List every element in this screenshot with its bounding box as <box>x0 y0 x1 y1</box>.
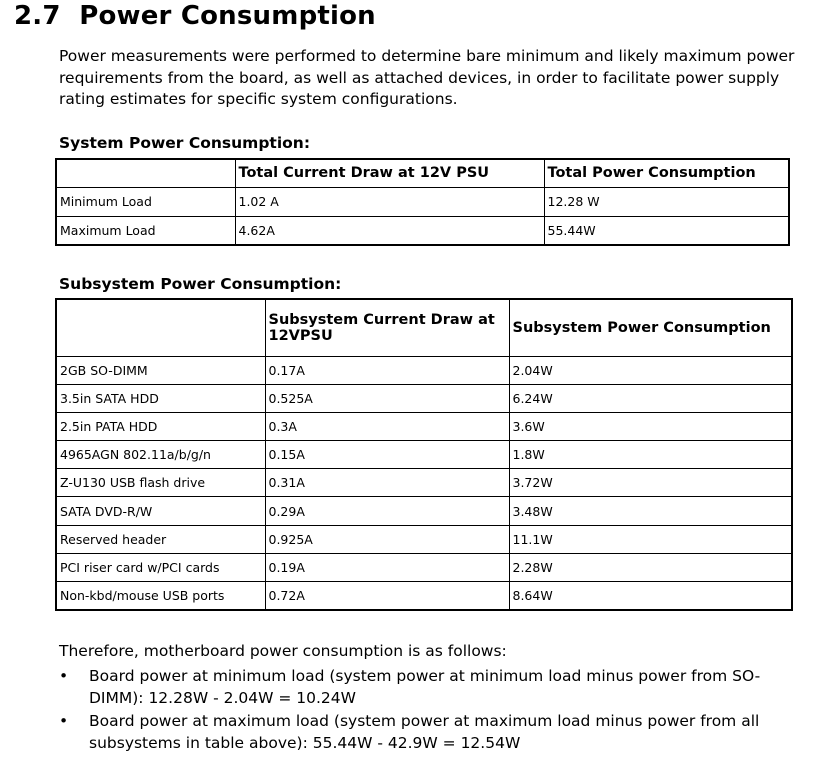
power-value: 12.28 W <box>544 187 789 216</box>
header-cell-blank <box>56 159 235 187</box>
table-row <box>56 525 792 553</box>
subsystem-table-title: Subsystem Power Consumption: <box>59 275 342 293</box>
conclusion-text: Therefore, motherboard power consumption is as follows: <box>59 642 507 660</box>
power-value: 3.72W <box>509 469 792 497</box>
section-number: 2.7 <box>14 1 61 31</box>
current-value: 1.02 A <box>235 187 544 216</box>
current-value: 0.925A <box>265 525 509 553</box>
table-row <box>56 469 792 497</box>
table-row <box>56 582 792 610</box>
list-item <box>59 710 799 754</box>
table-row <box>56 441 792 469</box>
table-row <box>56 412 792 440</box>
header-current-draw: Subsystem Current Draw at 12VPSU <box>265 299 509 356</box>
row-label: Reserved header <box>56 525 265 553</box>
current-value: 0.19A <box>265 553 509 581</box>
system-table-title: System Power Consumption: <box>59 134 311 152</box>
current-value: 0.15A <box>265 441 509 469</box>
header-power-consumption: Total Power Consumption <box>544 159 789 187</box>
table-row <box>56 553 792 581</box>
current-value: 0.72A <box>265 582 509 610</box>
row-label: Z-U130 USB flash drive <box>56 469 265 497</box>
table-header-row <box>56 299 792 356</box>
header-current-draw: Total Current Draw at 12V PSU <box>235 159 544 187</box>
header-power-consumption: Subsystem Power Consumption <box>509 299 792 356</box>
current-value: 0.17A <box>265 356 509 384</box>
table-row <box>56 216 789 245</box>
current-value: 0.29A <box>265 497 509 525</box>
row-label: 2.5in PATA HDD <box>56 412 265 440</box>
row-label: PCI riser card w/PCI cards <box>56 553 265 581</box>
bullet-icon: • <box>59 712 69 730</box>
power-value: 3.48W <box>509 497 792 525</box>
bullet-text: Board power at maximum load (system power at maximum load minus power from all subsystems in table above): 55.44W - 42.9W = 12.54W <box>89 712 760 752</box>
table-row <box>56 187 789 216</box>
section-title: Power Consumption <box>79 1 376 31</box>
row-label: SATA DVD-R/W <box>56 497 265 525</box>
header-cell-blank <box>56 299 265 356</box>
current-value: 0.525A <box>265 384 509 412</box>
row-label: Minimum Load <box>56 187 235 216</box>
page-title <box>14 0 376 32</box>
current-value: 4.62A <box>235 216 544 245</box>
row-label: Non-kbd/mouse USB ports <box>56 582 265 610</box>
power-value: 6.24W <box>509 384 792 412</box>
power-value: 2.28W <box>509 553 792 581</box>
bullet-icon: • <box>59 667 69 685</box>
bullet-text: Board power at minimum load (system power at minimum load minus power from SO-DIMM): 12.28W - 2.04W = 10.24W <box>89 667 761 707</box>
power-value: 1.8W <box>509 441 792 469</box>
subsystem-power-table <box>55 298 793 611</box>
current-value: 0.3A <box>265 412 509 440</box>
table-row <box>56 384 792 412</box>
table-header-row <box>56 159 789 187</box>
intro-paragraph: Power measurements were performed to determine bare minimum and likely maximum power requirements from the board, as well as attached devices, in order to facilitate power supply rating estimates for specific system configurations. <box>59 47 795 108</box>
power-value: 8.64W <box>509 582 792 610</box>
system-power-table <box>55 158 790 246</box>
row-label: 3.5in SATA HDD <box>56 384 265 412</box>
table-row <box>56 497 792 525</box>
current-value: 0.31A <box>265 469 509 497</box>
bullet-list <box>59 665 799 755</box>
row-label: Maximum Load <box>56 216 235 245</box>
list-item <box>59 665 799 709</box>
power-value: 3.6W <box>509 412 792 440</box>
power-value: 55.44W <box>544 216 789 245</box>
table-row <box>56 356 792 384</box>
row-label: 2GB SO-DIMM <box>56 356 265 384</box>
row-label: 4965AGN 802.11a/b/g/n <box>56 441 265 469</box>
power-value: 2.04W <box>509 356 792 384</box>
power-value: 11.1W <box>509 525 792 553</box>
